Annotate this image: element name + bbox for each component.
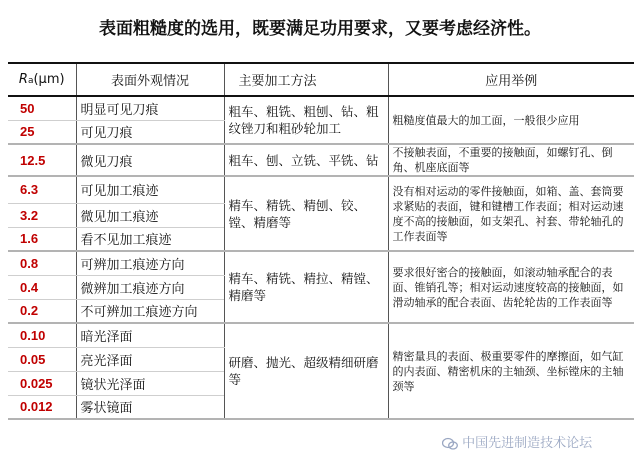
- application-cell: 精密量具的表面、极重要零件的摩擦面，如气缸的内表面、精密机床的主轴颈、坐标镗床的主轴颈等: [388, 323, 634, 419]
- table-row: [8, 96, 634, 120]
- appearance-cell: 暗光泽面: [76, 323, 224, 347]
- application-cell: 要求很好密合的接触面，如滚动轴承配合的表面、锥销孔等；相对运动速度较高的接触面，如滑动轴承的配合表面、齿轮轮齿的工作表面等: [388, 251, 634, 323]
- ra-value: 3.2: [8, 203, 76, 227]
- ra-value: 0.8: [8, 251, 76, 275]
- table-row: [8, 144, 634, 176]
- appearance-cell: 微辨加工痕迹方向: [76, 275, 224, 299]
- chat-bubble-icon: [442, 437, 458, 451]
- application-cell: 不接触表面，不重要的接触面，如螺钉孔、倒角、机座底面等: [388, 144, 634, 176]
- watermark: [442, 432, 592, 451]
- watermark-text: 中国先进制造技术论坛: [462, 436, 593, 451]
- method-cell: 粗车、粗铣、粗刨、钻、粗纹锉刀和粗砂轮加工: [224, 96, 388, 144]
- header-application: 应用举例: [388, 63, 634, 96]
- appearance-cell: 雾状镜面: [76, 395, 224, 419]
- application-cell: 粗糙度值最大的加工面，一般很少应用: [388, 96, 634, 144]
- method-cell: 精车、精铣、精刨、铰、镗、精磨等: [224, 176, 388, 251]
- appearance-cell: 微见加工痕迹: [76, 203, 224, 227]
- appearance-cell: 镜状光泽面: [76, 371, 224, 395]
- ra-value: 0.4: [8, 275, 76, 299]
- method-cell: 研磨、抛光、超级精细研磨等: [224, 323, 388, 419]
- appearance-cell: 可见加工痕迹: [76, 176, 224, 203]
- appearance-cell: 可辨加工痕迹方向: [76, 251, 224, 275]
- table-row: [8, 176, 634, 203]
- header-appearance: 表面外观情况: [76, 63, 224, 96]
- ra-value: 0.025: [8, 371, 76, 395]
- ra-value: 0.10: [8, 323, 76, 347]
- appearance-cell: 看不见加工痕迹: [76, 227, 224, 251]
- appearance-cell: 不可辨加工痕迹方向: [76, 299, 224, 323]
- appearance-cell: 可见刀痕: [76, 120, 224, 144]
- ra-value: 25: [8, 120, 76, 144]
- table-row: [8, 323, 634, 347]
- appearance-cell: 微见刀痕: [76, 144, 224, 176]
- ra-value: 1.6: [8, 227, 76, 251]
- appearance-cell: 明显可见刀痕: [76, 96, 224, 120]
- table-body: [8, 96, 634, 419]
- ra-value: 12.5: [8, 144, 76, 176]
- method-cell: 粗车、刨、立铣、平铣、钻: [224, 144, 388, 176]
- header-ra: Ra(μm): [8, 63, 76, 96]
- ra-value: 0.05: [8, 347, 76, 371]
- ra-value: 0.012: [8, 395, 76, 419]
- ra-value: 50: [8, 96, 76, 120]
- application-cell: 没有相对运动的零件接触面，如箱、盖、套筒要求紧贴的表面，键和键槽工作表面；相对运动速度不高的接触面，如支架孔、衬套、带轮轴孔的工作表面等: [388, 176, 634, 251]
- header-method: 主要加工方法: [224, 63, 388, 96]
- table-row: [8, 251, 634, 275]
- ra-value: 6.3: [8, 176, 76, 203]
- method-cell: 精车、精铣、精拉、精镗、精磨等: [224, 251, 388, 323]
- roughness-table: [8, 62, 634, 420]
- page-title: 表面粗糙度的选用，既要满足功用要求，又要考虑经济性。: [99, 19, 541, 39]
- ra-value: 0.2: [8, 299, 76, 323]
- table-header-row: [8, 63, 634, 96]
- appearance-cell: 亮光泽面: [76, 347, 224, 371]
